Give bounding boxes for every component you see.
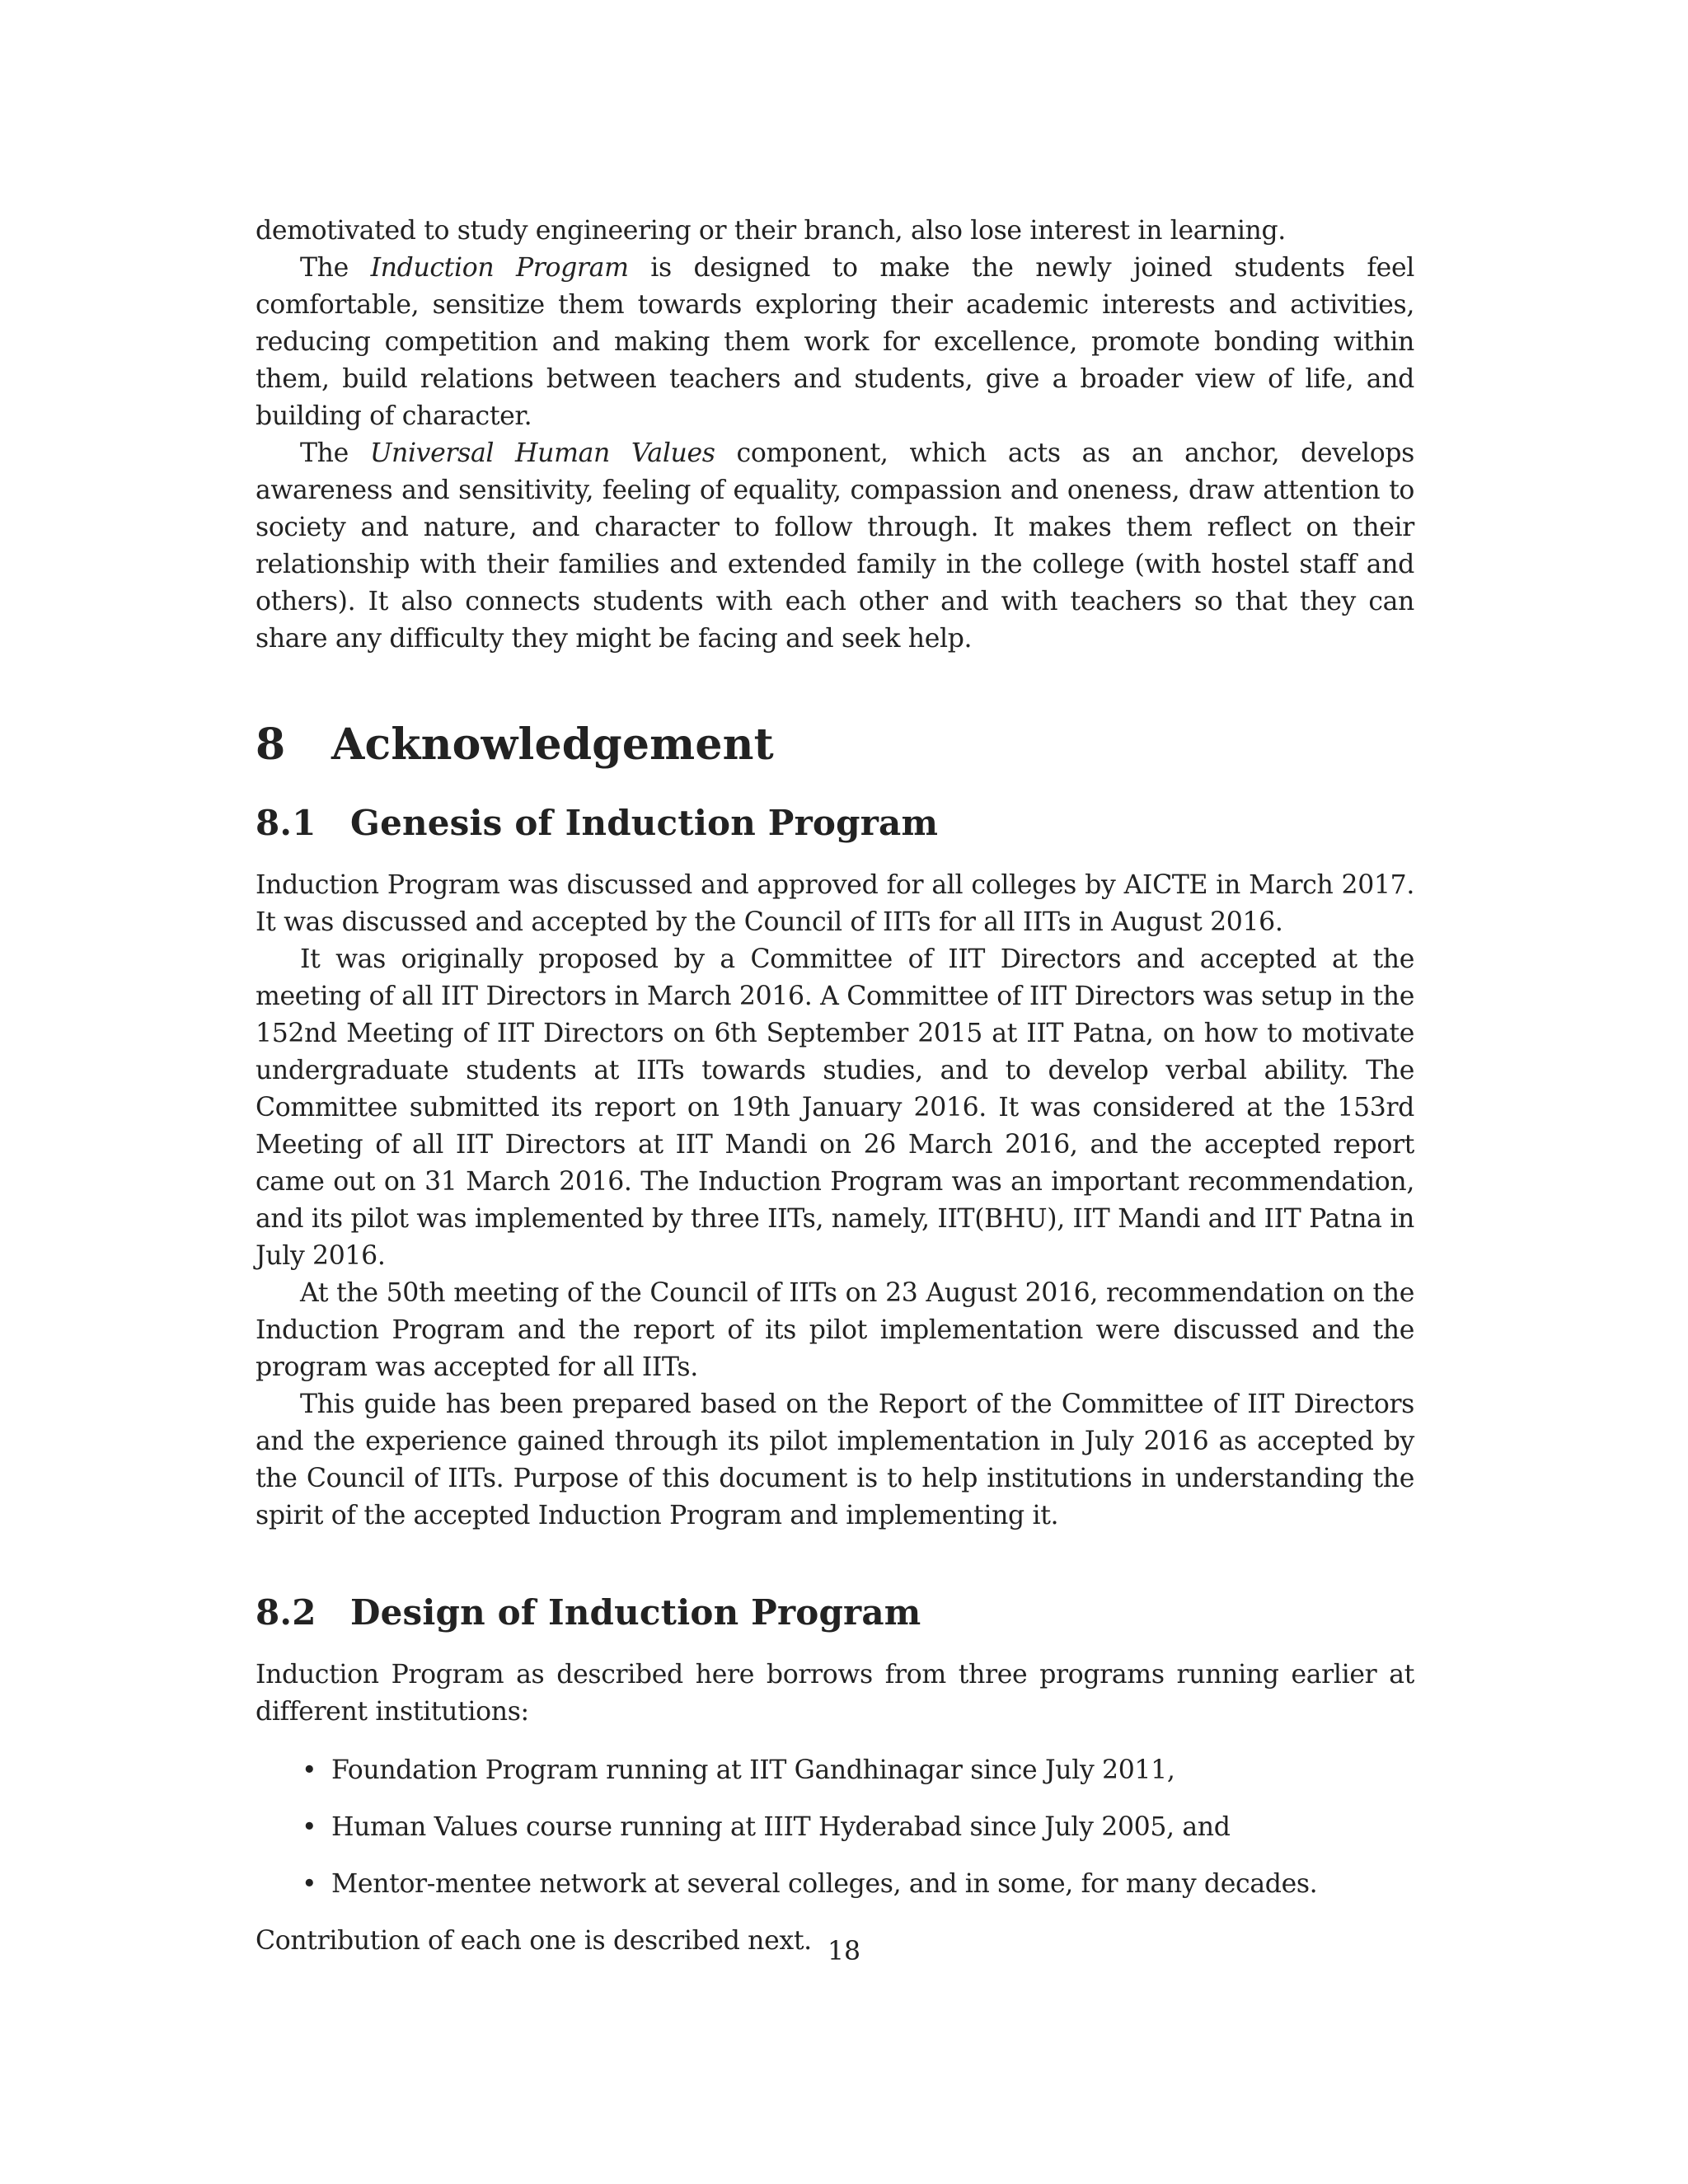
intro-paragraph-3-emphasis: Universal Human Values — [369, 438, 715, 468]
intro-paragraph-3 — [256, 435, 1414, 658]
section-8-1-heading — [256, 801, 1414, 846]
list-item — [256, 1809, 1414, 1846]
bullet-icon: • — [302, 1869, 317, 1899]
list-item — [256, 1752, 1414, 1789]
intro-paragraph-3-lead: The — [300, 438, 370, 468]
intro-paragraph-2 — [256, 250, 1414, 435]
intro-paragraph-1: demotivated to study engineering or their branch, also lose interest in learning. — [256, 216, 1286, 246]
genesis-paragraph-2: It was originally proposed by a Committee of IIT Directors and accepted at the meeting of all IIT Directors in March 2016. A Committee of IIT Directors was setup in the 152nd Meeting of IIT Directors on 6th September 2015 at IIT Patna, on how to motivate undergraduate students at IITs towards studies, and to develop verbal ability. The Committee submitted its report on 19th January 2016. It was considered at the 153rd Meeting of all IIT Directors at IIT Mandi on 26 March 2016, and the accepted report came out on 31 March 2016. The Induction Program was an important recommendation, and its pilot was implemented by three IITs, namely, IIT(BHU), IIT Mandi and IIT Patna in July 2016. — [256, 944, 1414, 1271]
bullet-icon: • — [302, 1755, 317, 1785]
design-closing-paragraph: Contribution of each one is described next. — [256, 1926, 812, 1956]
list-item-text: Foundation Program running at IIT Gandhinagar since July 2011, — [331, 1755, 1175, 1785]
section-8-2-number: 8.2 — [256, 1592, 316, 1633]
intro-paragraph-2-rest: is designed to make the newly joined students feel comfortable, sensitize them towards exploring their academic interests and activities, reducing competition and making them work for excellence, promote bonding within them, build relations between teachers and students, give a broader view of life, and building of character. — [256, 253, 1414, 431]
list-item — [256, 1866, 1414, 1903]
intro-paragraph-2-emphasis: Induction Program — [370, 253, 629, 283]
bullet-icon: • — [302, 1812, 317, 1842]
intro-paragraph-2-lead: The — [300, 253, 371, 283]
document-page — [256, 213, 1414, 1960]
page-number: 18 — [827, 1937, 861, 1966]
genesis-paragraph-3: At the 50th meeting of the Council of IITs on 23 August 2016, recommendation on the Induction Program and the report of its pilot implementation were discussed and the program was accepted for all IITs. — [256, 1278, 1414, 1382]
section-8-1-number: 8.1 — [256, 803, 316, 843]
section-8-2-title: Design of Induction Program — [350, 1592, 921, 1633]
section-8-title: Acknowledgement — [331, 719, 774, 770]
section-8-heading — [256, 719, 1414, 771]
design-intro-paragraph: Induction Program as described here borrows from three programs running earlier at different institutions: — [256, 1660, 1414, 1727]
section-8-number: 8 — [256, 719, 286, 770]
list-item-text: Mentor-mentee network at several colleges, and in some, for many decades. — [331, 1869, 1318, 1899]
genesis-paragraph-1: Induction Program was discussed and approved for all colleges by AICTE in March 2017. It was discussed and accepted by the Council of IITs for all IITs in August 2016. — [256, 870, 1414, 937]
genesis-paragraph-4: This guide has been prepared based on the Report of the Committee of IIT Directors and the experience gained through its pilot implementation in July 2016 as accepted by the Council of IITs. Purpose of this document is to help institutions in understanding the spirit of the accepted Induction Program and implementing it. — [256, 1390, 1414, 1530]
list-item-text: Human Values course running at IIIT Hyderabad since July 2005, and — [331, 1812, 1231, 1842]
section-8-2-heading — [256, 1591, 1414, 1635]
section-8-1-title: Genesis of Induction Program — [350, 803, 939, 843]
program-sources-list — [256, 1752, 1414, 1903]
intro-paragraph-3-rest: component, which acts as an anchor, develops awareness and sensitivity, feeling of equality, compassion and oneness, draw attention to society and nature, and character to follow through. It makes them reflect on their relationship with their families and extended family in the college (with hostel staff and others). It also connects students with each other and with teachers so that they can share any difficulty they might be facing and seek help. — [256, 438, 1414, 654]
